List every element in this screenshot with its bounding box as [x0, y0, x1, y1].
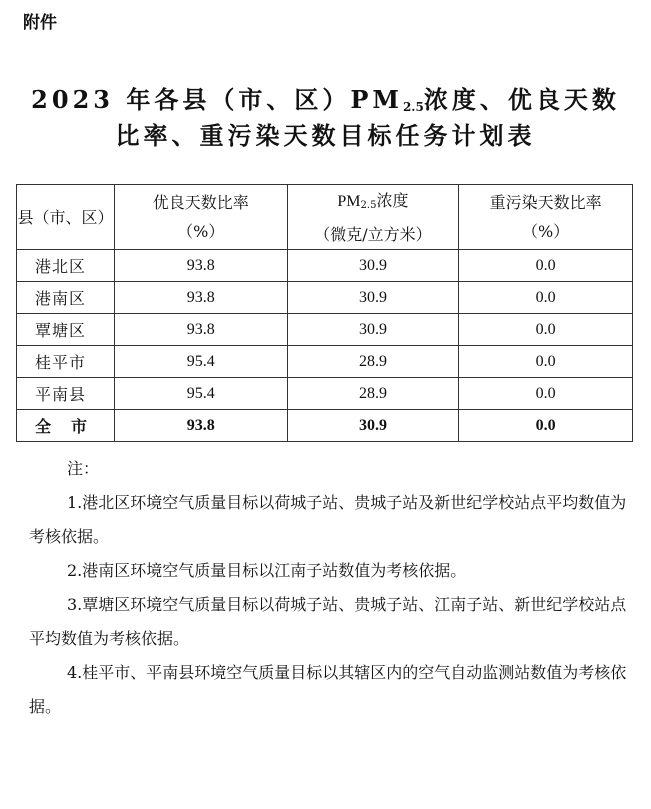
- header-heavy-label: 重污染天数比率: [489, 193, 602, 212]
- note-item: 1.港北区环境空气质量目标以荷城子站、贵城子站及新世纪学校站点平均数值为考核依据。: [29, 493, 627, 546]
- header-pm-sub: 2.5: [360, 199, 377, 211]
- header-pm-prefix: PM: [337, 192, 361, 210]
- header-pm-suffix: 浓度: [376, 190, 409, 210]
- note-item: 3.覃塘区环境空气质量目标以荷城子站、贵城子站、江南子站、新世纪学校站点平均数值为考核依据。: [29, 595, 627, 648]
- table-row: [17, 378, 633, 410]
- note-item: 2.港南区环境空气质量目标以江南子站数值为考核依据。: [67, 561, 467, 580]
- cell-pm: 30.9: [287, 314, 459, 346]
- cell-total-good: 93.8: [114, 410, 287, 442]
- attachment-label: 附件: [23, 13, 57, 33]
- cell-pm: 30.9: [287, 282, 459, 314]
- cell-pm: 30.9: [287, 250, 459, 282]
- target-table: [16, 184, 633, 442]
- title-text-a: 2023 年各县（市、区）PM: [31, 85, 403, 114]
- header-good-rate-label: 优良天数比率: [152, 193, 249, 212]
- table-row: [17, 314, 633, 346]
- cell-total-heavy: 0.0: [459, 410, 633, 442]
- header-pm: [287, 185, 459, 250]
- table-total-row: [17, 410, 633, 442]
- cell-county: 桂平市: [17, 346, 115, 378]
- cell-heavy: 0.0: [459, 346, 633, 378]
- cell-good: 95.4: [114, 378, 287, 410]
- cell-heavy: 0.0: [459, 314, 633, 346]
- header-county-label: 县（市、区）: [17, 207, 114, 227]
- header-county: [17, 185, 115, 250]
- cell-good: 93.8: [114, 314, 287, 346]
- cell-heavy: 0.0: [459, 282, 633, 314]
- header-pm-unit: （微克/立方米）: [314, 224, 432, 244]
- cell-total-county: 全 市: [17, 410, 115, 442]
- cell-county: 港南区: [17, 282, 115, 314]
- table-row: [17, 346, 633, 378]
- cell-pm: 28.9: [287, 378, 459, 410]
- cell-good: 95.4: [114, 346, 287, 378]
- cell-pm: 28.9: [287, 346, 459, 378]
- cell-county: 平南县: [17, 378, 115, 410]
- cell-good: 93.8: [114, 282, 287, 314]
- header-heavy-unit: （%）: [522, 222, 570, 241]
- title-text-b: 浓度、优良天数: [423, 85, 620, 114]
- document-title-line1: [0, 80, 651, 115]
- notes-section: [29, 452, 629, 724]
- cell-heavy: 0.0: [459, 378, 633, 410]
- table-header-row: [17, 185, 633, 250]
- document-title-line2: 比率、重污染天数目标任务计划表: [115, 121, 536, 150]
- header-heavy: [459, 185, 633, 250]
- note-item: 4.桂平市、平南县环境空气质量目标以其辖区内的空气自动监测站数值为考核依据。: [29, 663, 627, 716]
- table-row: [17, 282, 633, 314]
- header-pm-label: [288, 186, 459, 220]
- cell-heavy: 0.0: [459, 250, 633, 282]
- table-row: [17, 250, 633, 282]
- title-subscript: 2.5: [402, 100, 424, 114]
- cell-good: 93.8: [114, 250, 287, 282]
- cell-county: 港北区: [17, 250, 115, 282]
- header-good-rate-unit: （%）: [177, 222, 225, 241]
- header-good-rate: [114, 185, 287, 250]
- cell-county: 覃塘区: [17, 314, 115, 346]
- notes-label: 注：: [67, 459, 100, 478]
- cell-total-pm: 30.9: [287, 410, 459, 442]
